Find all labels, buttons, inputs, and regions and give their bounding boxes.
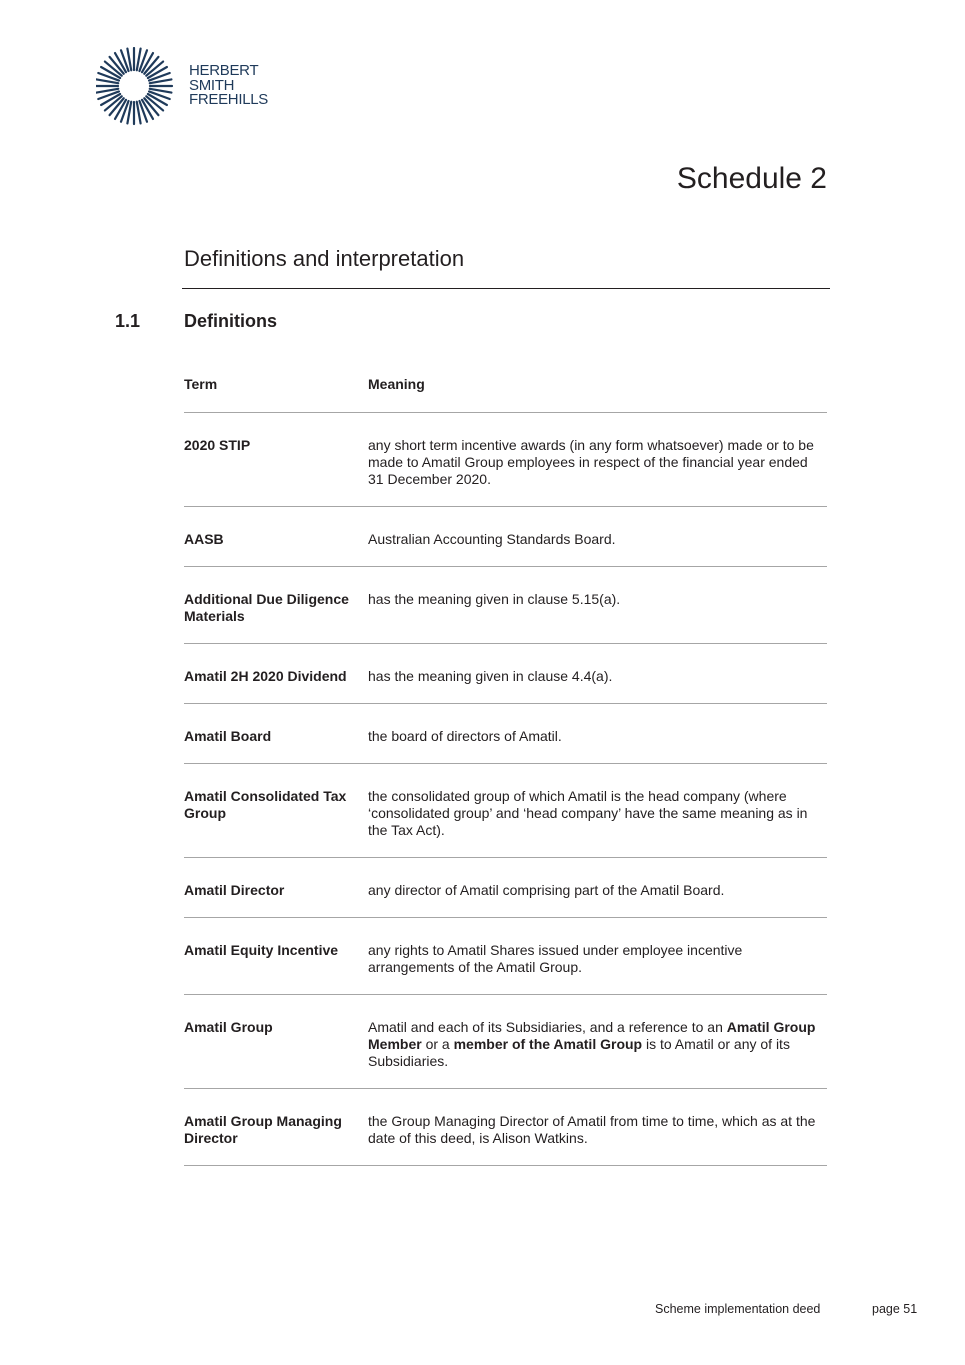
logo-line-2: SMITH bbox=[189, 76, 235, 94]
definition-row bbox=[184, 507, 827, 567]
meaning-text: is to Amatil or any of its Subsidiaries. bbox=[368, 1036, 790, 1069]
definition-term: Amatil Group bbox=[184, 1019, 273, 1035]
definition-term: AASB bbox=[184, 531, 224, 547]
definition-meaning bbox=[368, 882, 827, 899]
defined-term-reference: Amatil Group Member bbox=[368, 1019, 816, 1052]
clause-title: Definitions bbox=[184, 311, 277, 331]
logo-wordmark bbox=[189, 64, 268, 108]
definition-row bbox=[184, 995, 827, 1089]
definition-term: Additional Due Diligence Materials bbox=[184, 591, 349, 624]
logo-line-1: HERBERT bbox=[189, 62, 259, 79]
definition-meaning bbox=[368, 788, 827, 839]
definition-row bbox=[184, 918, 827, 995]
definition-row bbox=[184, 413, 827, 507]
meaning-column-header: Meaning bbox=[368, 376, 425, 392]
definition-row bbox=[184, 644, 827, 704]
meaning-text: the board of directors of Amatil. bbox=[368, 728, 562, 744]
definition-row bbox=[184, 764, 827, 858]
meaning-text: any short term incentive awards (in any form whatsoever) made or to be made to Amatil Group employees in respect of the financial year ended 31 December 2020. bbox=[368, 437, 814, 487]
definition-row bbox=[184, 704, 827, 764]
definition-meaning bbox=[368, 1113, 827, 1147]
definition-term: Amatil Director bbox=[184, 882, 285, 898]
definitions-rows bbox=[184, 413, 827, 1166]
clause-number: 1.1 bbox=[115, 311, 141, 331]
definition-meaning bbox=[368, 1019, 827, 1070]
meaning-text: the Group Managing Director of Amatil from time to time, which as at the date of this deed, is Alison Watkins. bbox=[368, 1113, 816, 1146]
definition-meaning bbox=[368, 531, 827, 548]
footer-document-title: Scheme implementation deed bbox=[655, 1302, 821, 1316]
definition-term: Amatil 2H 2020 Dividend bbox=[184, 668, 347, 684]
term-column-header: Term bbox=[184, 376, 218, 392]
logo-line-3: FREEHILLS bbox=[189, 91, 268, 108]
meaning-text: or a bbox=[421, 1036, 454, 1052]
meaning-text: any rights to Amatil Shares issued under employee incentive arrangements of the Amatil Group. bbox=[368, 942, 743, 975]
definition-meaning bbox=[368, 942, 827, 976]
definition-row bbox=[184, 1089, 827, 1166]
definitions-table bbox=[184, 364, 827, 1166]
section-title: Definitions and interpretation bbox=[184, 246, 465, 271]
definition-row bbox=[184, 567, 827, 644]
section-divider bbox=[182, 288, 830, 289]
definition-meaning bbox=[368, 591, 827, 625]
meaning-text: any director of Amatil comprising part of the Amatil Board. bbox=[368, 882, 725, 898]
definition-term: Amatil Group Managing Director bbox=[184, 1113, 342, 1146]
meaning-text: the consolidated group of which Amatil is the head company (where ‘consolidated group’ and ‘head company’ have the same meaning as in the Tax Act). bbox=[368, 788, 808, 838]
sunburst-logo-icon bbox=[96, 47, 176, 127]
meaning-text: Amatil and each of its Subsidiaries, and a reference to an bbox=[368, 1019, 727, 1035]
defined-term-reference: member of the Amatil Group bbox=[453, 1036, 643, 1052]
definition-meaning bbox=[368, 728, 827, 745]
meaning-text: has the meaning given in clause 5.15(a). bbox=[368, 591, 621, 607]
definition-term: Amatil Board bbox=[184, 728, 272, 744]
definition-term: Amatil Equity Incentive bbox=[184, 942, 339, 958]
herbert-smith-freehills-logo bbox=[96, 47, 276, 127]
definition-row bbox=[184, 858, 827, 918]
definition-meaning bbox=[368, 437, 827, 488]
schedule-title: Schedule 2 bbox=[676, 162, 827, 195]
footer-page-number: page 51 bbox=[872, 1302, 918, 1316]
meaning-text: Australian Accounting Standards Board. bbox=[368, 531, 616, 547]
definition-meaning bbox=[368, 668, 827, 685]
definition-term: Amatil Consolidated Tax Group bbox=[184, 788, 347, 821]
definitions-table-header bbox=[184, 364, 827, 413]
meaning-text: has the meaning given in clause 4.4(a). bbox=[368, 668, 613, 684]
definition-term: 2020 STIP bbox=[184, 437, 251, 453]
